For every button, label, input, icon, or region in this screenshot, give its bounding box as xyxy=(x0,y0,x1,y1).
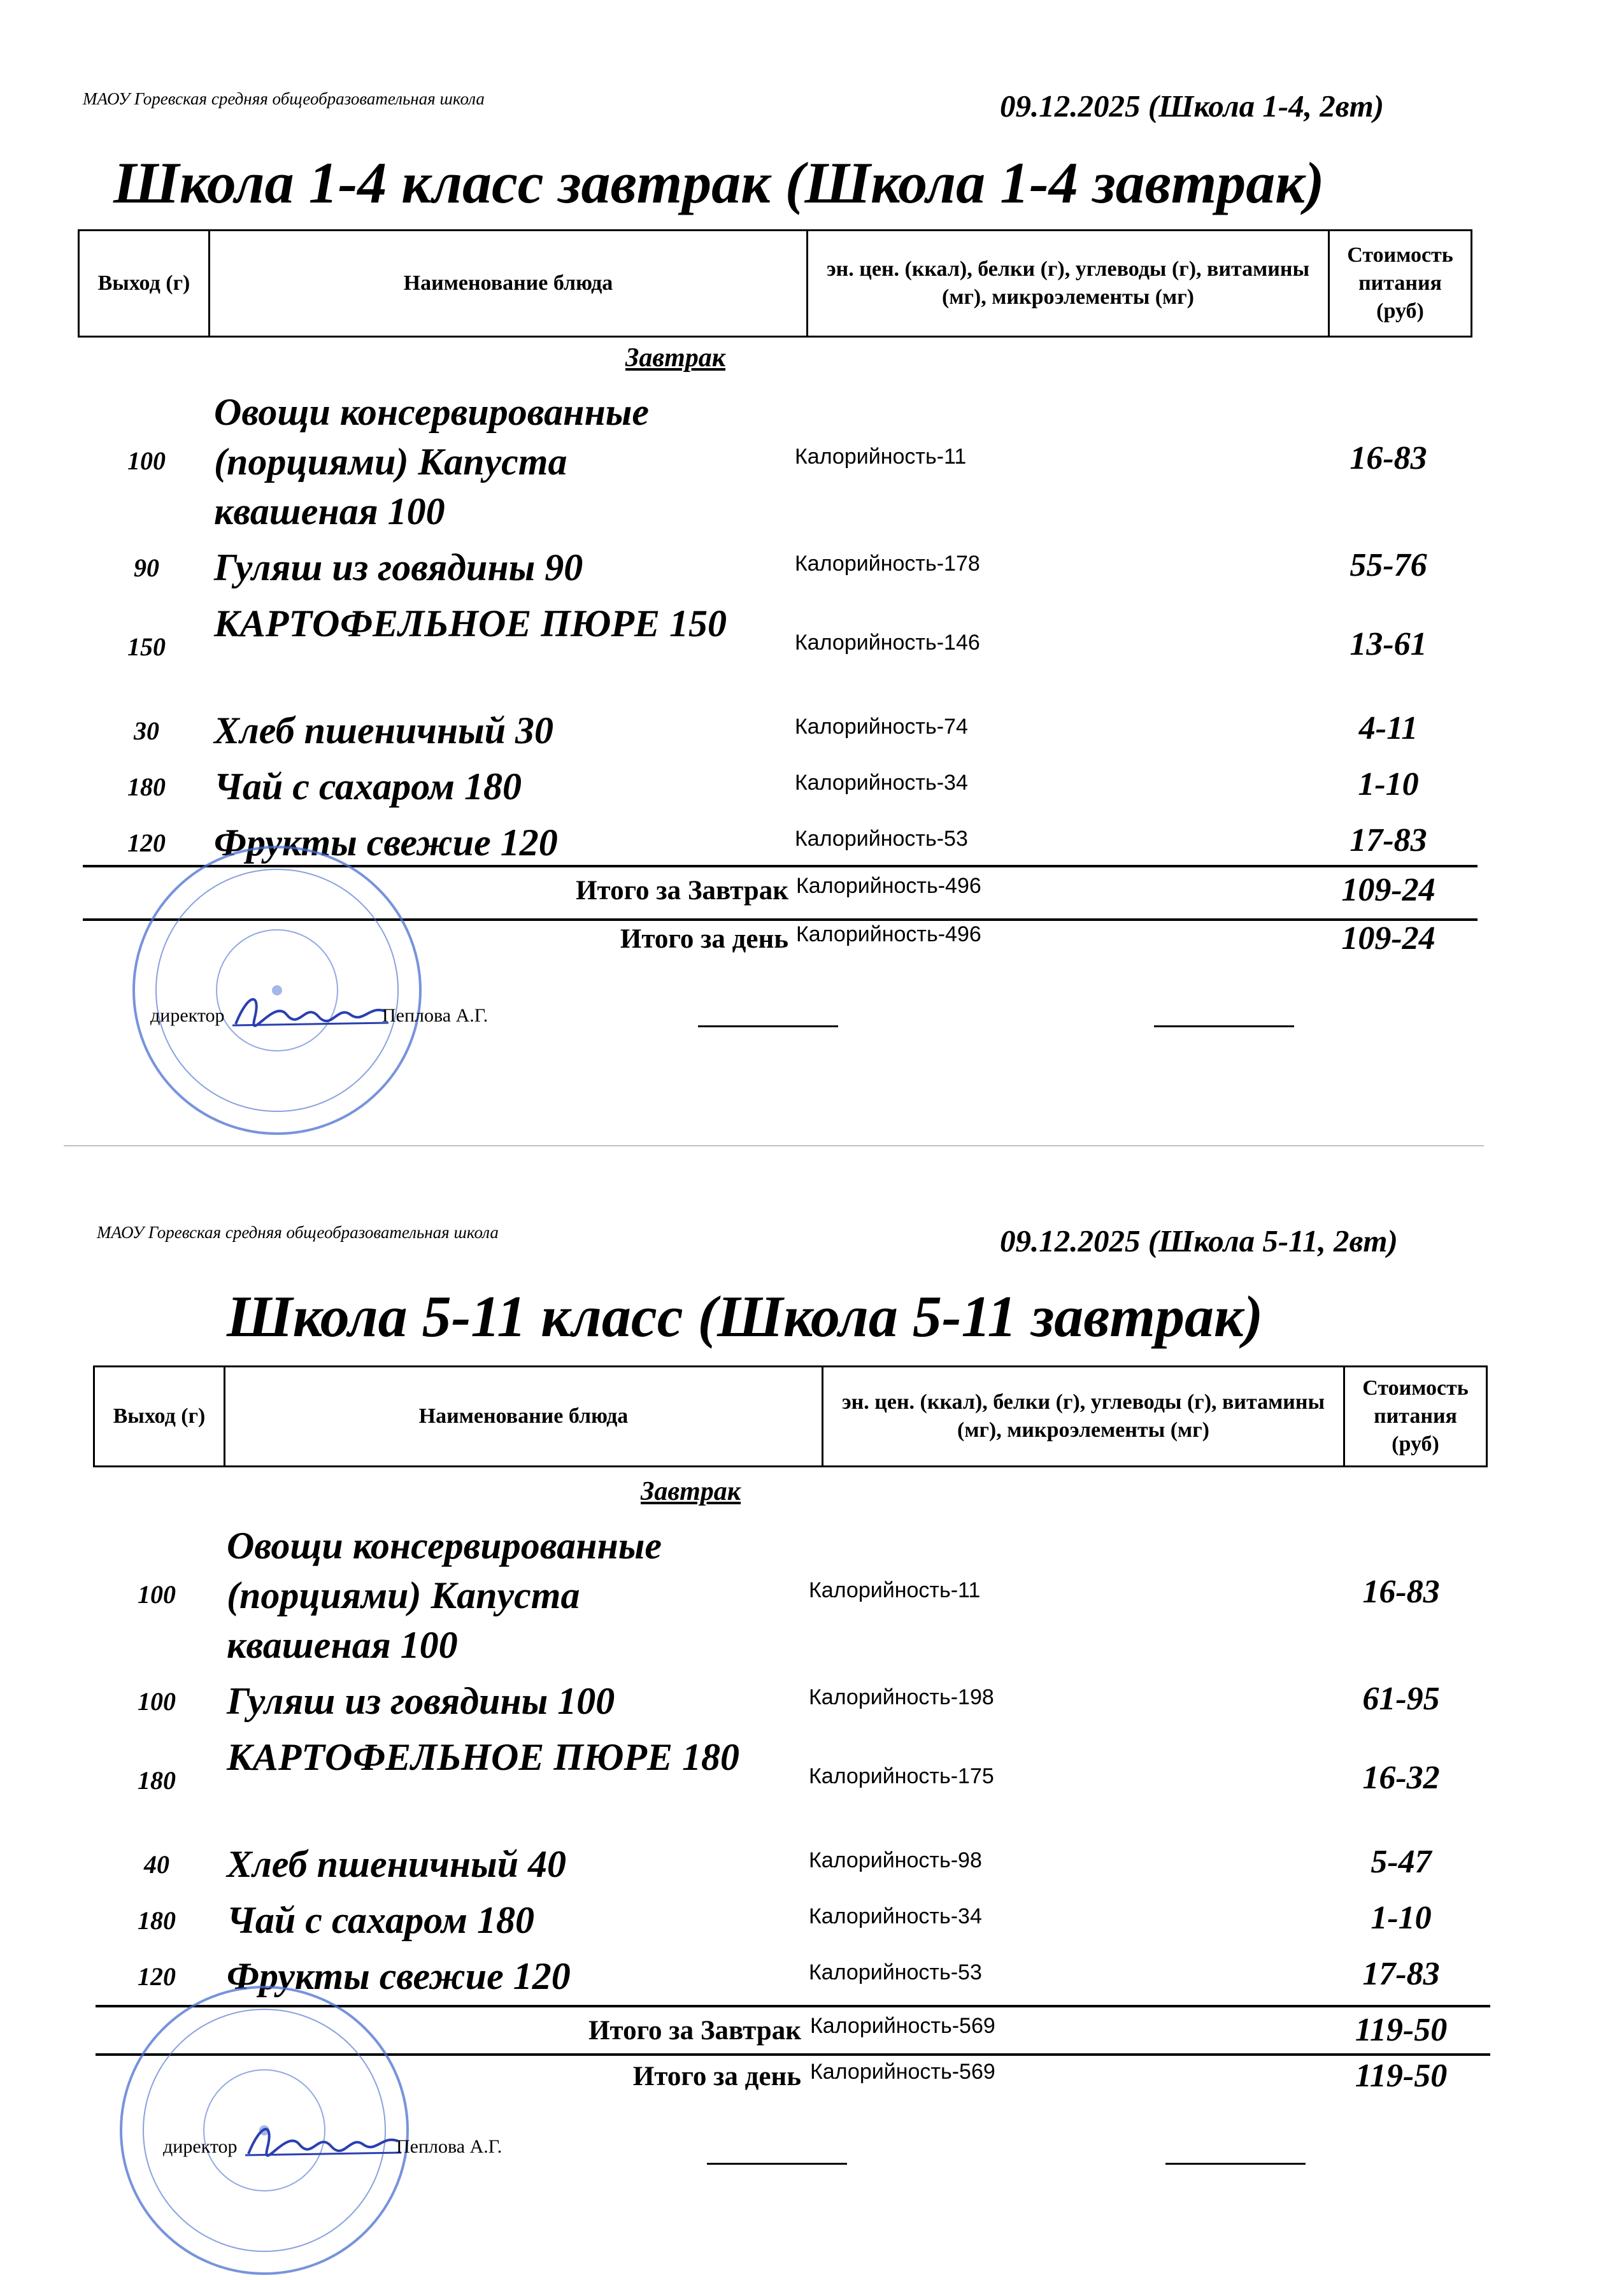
item-price: 55-76 xyxy=(1350,547,1427,583)
total-day-label: Итого за день xyxy=(620,924,788,954)
menu-date: 09.12.2025 (Школа 1-4, 2вт) xyxy=(1000,89,1385,124)
item-price: 16-83 xyxy=(1362,1574,1440,1610)
item-weight: 150 xyxy=(127,632,166,661)
item-name: Хлеб пшеничный 30 xyxy=(214,709,554,752)
item-name: Хлеб пшеничный 40 xyxy=(227,1843,567,1885)
total-day-price: 109-24 xyxy=(1341,920,1435,957)
item-price: 16-32 xyxy=(1362,1760,1440,1796)
header-dish: Наименование блюда xyxy=(225,1367,823,1467)
item-price: 13-61 xyxy=(1350,626,1427,662)
item-kcal: Калорийность-74 xyxy=(795,715,968,739)
menu-date: 09.12.2025 (Школа 5-11, 2вт) xyxy=(1000,1223,1398,1258)
item-kcal: Калорийность-53 xyxy=(795,827,968,851)
school-name: МАОУ Горевская средняя общеобразовательная школа xyxy=(97,1223,499,1242)
item-kcal: Калорийность-98 xyxy=(809,1848,982,1872)
school-name: МАОУ Горевская средняя общеобразовательная школа xyxy=(83,89,485,108)
signature-line xyxy=(1154,1025,1294,1027)
total-breakfast-label: Итого за Завтрак xyxy=(576,876,788,906)
signature-role: директор xyxy=(150,1005,225,1026)
menu-header-table xyxy=(78,229,1472,338)
item-weight: 120 xyxy=(127,829,166,857)
menu-header-table xyxy=(93,1365,1488,1467)
total-day-label: Итого за день xyxy=(632,2062,801,2091)
item-name: Фрукты свежие 120 xyxy=(214,822,558,864)
item-price: 61-95 xyxy=(1362,1681,1440,1717)
signature-line xyxy=(1165,2163,1306,2165)
item-name: Гуляш из говядины 90 xyxy=(214,546,583,588)
header-dish: Наименование блюда xyxy=(210,231,808,337)
item-weight: 100 xyxy=(127,446,166,475)
item-name: Чай с сахаром 180 xyxy=(214,766,522,808)
total-day-kcal: Калорийность-569 xyxy=(810,2060,995,2084)
item-name: Овощи консервированные (порциями) Капуста квашеная 100 xyxy=(214,391,650,532)
signature-role: директор xyxy=(163,2136,238,2157)
signature-line xyxy=(698,1025,838,1027)
item-price: 1-10 xyxy=(1358,766,1419,802)
signature-name: Пеплова А.Г. xyxy=(396,2136,502,2157)
item-name: Фрукты свежие 120 xyxy=(227,1955,571,1997)
item-price: 1-10 xyxy=(1371,1900,1432,1936)
item-price: 16-83 xyxy=(1350,440,1427,476)
item-price: 5-47 xyxy=(1371,1844,1432,1880)
item-kcal: Калорийность-34 xyxy=(809,1904,982,1928)
total-day-kcal: Калорийность-496 xyxy=(796,922,981,946)
item-name: Чай с сахаром 180 xyxy=(227,1899,534,1941)
item-kcal: Калорийность-53 xyxy=(809,1960,982,1984)
handwritten-signature-icon xyxy=(229,986,395,1037)
item-name: КАРТОФЕЛЬНОЕ ПЮРЕ 150 xyxy=(214,602,727,645)
item-price: 4-11 xyxy=(1358,710,1418,746)
item-kcal: Калорийность-175 xyxy=(809,1764,994,1788)
item-weight: 180 xyxy=(138,1906,176,1935)
item-kcal: Калорийность-11 xyxy=(809,1578,981,1602)
signature-name: Пеплова А.Г. xyxy=(382,1005,488,1026)
menu-title: Школа 1-4 класс завтрак (Школа 1-4 завтрак) xyxy=(113,150,1325,215)
item-weight: 180 xyxy=(138,1766,176,1795)
header-nutrition: эн. цен. (ккал), белки (г), углеводы (г), витамины (мг), микроэлементы (мг) xyxy=(823,1367,1344,1467)
item-weight: 30 xyxy=(134,716,159,745)
header-cost: Стоимость питания (руб) xyxy=(1344,1367,1487,1467)
section-title: Завтрак xyxy=(625,343,726,373)
item-weight: 40 xyxy=(144,1850,169,1879)
header-cost: Стоимость питания (руб) xyxy=(1329,231,1472,337)
total-breakfast-kcal: Калорийность-569 xyxy=(810,2014,995,2038)
signature-line xyxy=(707,2163,847,2165)
total-breakfast-price: 119-50 xyxy=(1355,2012,1448,2048)
item-weight: 90 xyxy=(134,553,159,582)
item-weight: 100 xyxy=(138,1580,176,1609)
total-breakfast-label: Итого за Завтрак xyxy=(588,2016,801,2046)
item-name: Гуляш из говядины 100 xyxy=(227,1680,615,1722)
item-kcal: Калорийность-198 xyxy=(809,1685,994,1709)
item-kcal: Калорийность-11 xyxy=(795,445,967,469)
item-name: КАРТОФЕЛЬНОЕ ПЮРЕ 180 xyxy=(227,1736,740,1778)
header-nutrition: эн. цен. (ккал), белки (г), углеводы (г), витамины (мг), микроэлементы (мг) xyxy=(808,231,1329,337)
section-title: Завтрак xyxy=(641,1477,741,1506)
handwritten-signature-icon xyxy=(242,2116,408,2167)
item-kcal: Калорийность-178 xyxy=(795,552,980,576)
header-weight: Выход (г) xyxy=(94,1367,225,1467)
item-price: 17-83 xyxy=(1350,822,1427,859)
item-name: Овощи консервированные (порциями) Капуста квашеная 100 xyxy=(227,1525,662,1666)
total-breakfast-kcal: Калорийность-496 xyxy=(796,874,981,898)
item-weight: 180 xyxy=(127,773,166,801)
item-price: 17-83 xyxy=(1362,1956,1440,1992)
item-weight: 120 xyxy=(138,1962,176,1991)
total-day-price: 119-50 xyxy=(1355,2058,1448,2094)
menu-title: Школа 5-11 класс (Школа 5-11 завтрак) xyxy=(227,1284,1264,1349)
total-breakfast-price: 109-24 xyxy=(1341,872,1435,908)
page-divider xyxy=(64,1145,1484,1146)
item-weight: 100 xyxy=(138,1687,176,1716)
item-kcal: Калорийность-146 xyxy=(795,631,980,655)
header-weight: Выход (г) xyxy=(79,231,210,337)
item-kcal: Калорийность-34 xyxy=(795,771,968,795)
